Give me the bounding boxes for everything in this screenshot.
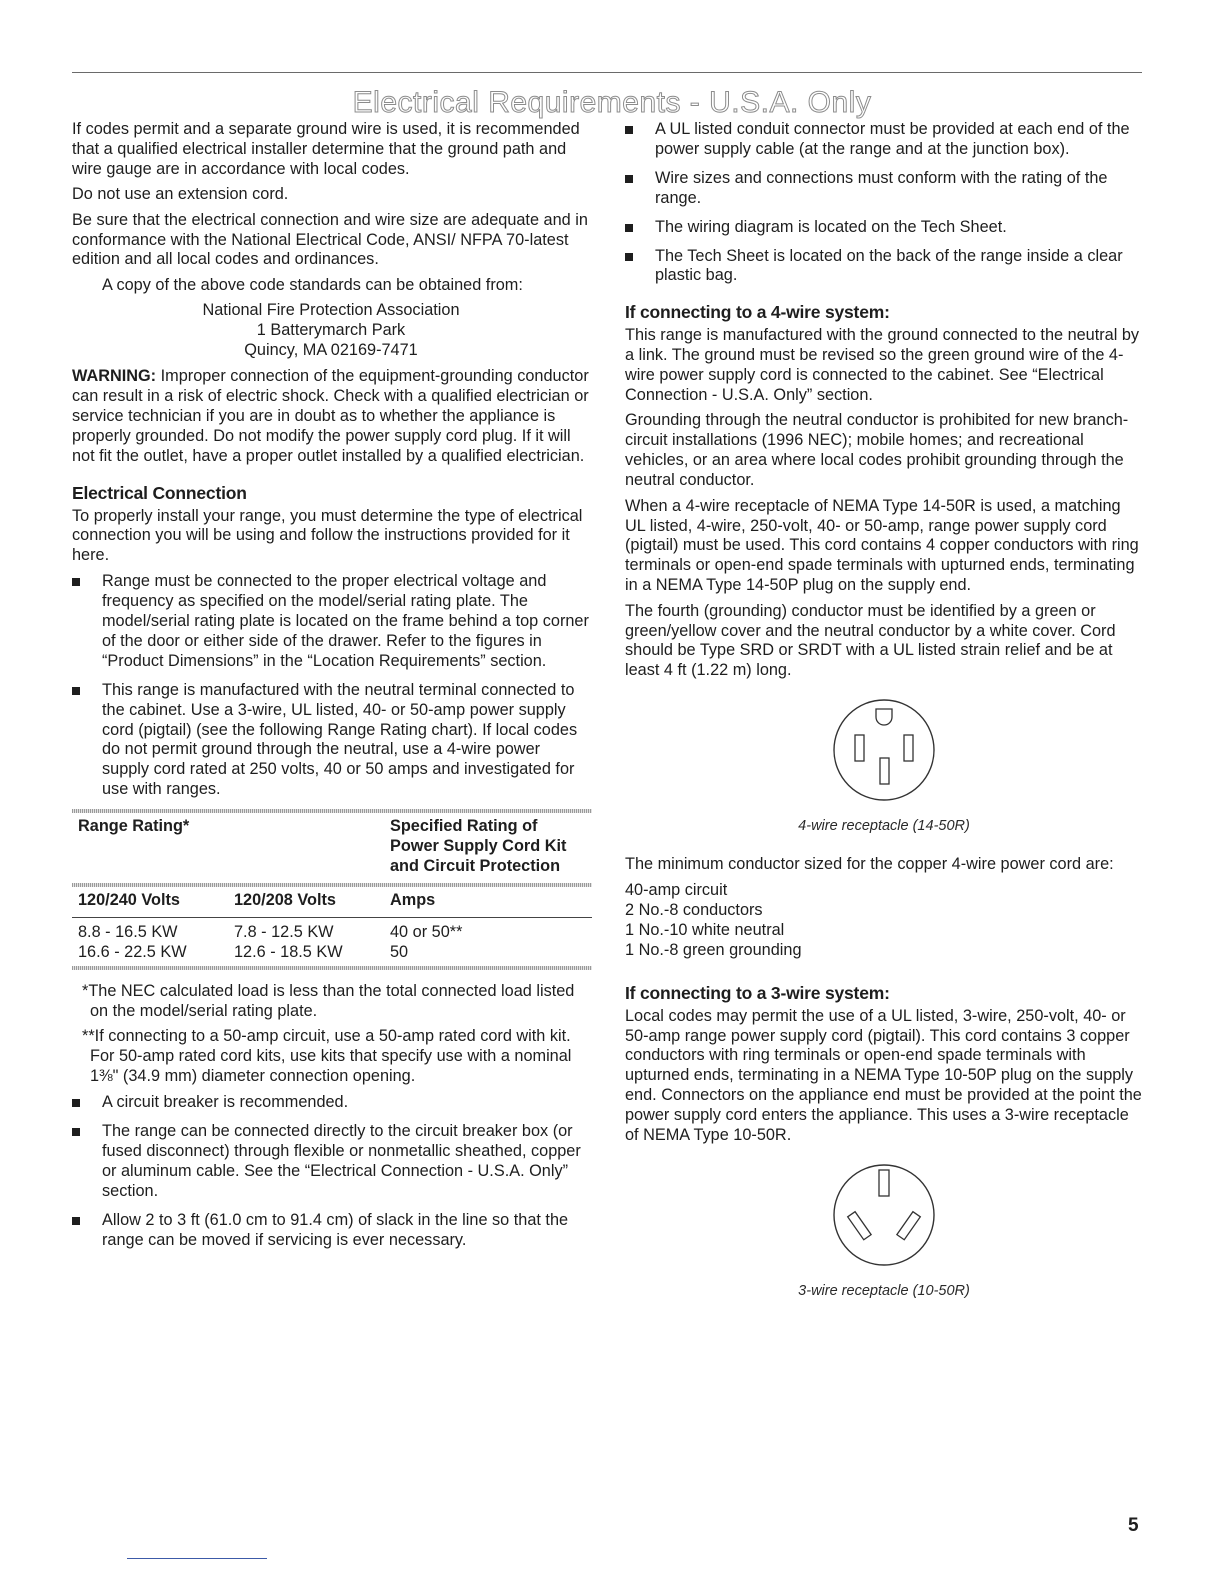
list-item: This range is manufactured with the neutral terminal connected to the cabinet. Use a 3-wire, UL listed, 40- or 50-amp power supply cord (pigtail) (see the following Range Rating chart). If local codes do not permit ground through the neutral, use a 4-wire power supply cord rated at 250 volts, 40 or 50 amps and investigated for use with ranges. [72, 681, 590, 800]
column-head: 120/208 Volts [228, 887, 384, 917]
four-wire-heading: If connecting to a 4-wire system: [625, 302, 890, 323]
table-cell: 8.8 - 16.5 KW [78, 922, 178, 941]
column-head: Amps [384, 887, 592, 917]
list-item: Allow 2 to 3 ft (61.0 cm to 91.4 cm) of slack in the line so that the range can be moved if servicing is ever necessary. [72, 1211, 590, 1251]
table-hatch-divider [72, 966, 592, 970]
paragraph-extension-cord: Do not use an extension cord. [72, 185, 289, 204]
four-wire-paragraph: The fourth (grounding) conductor must be identified by a green or green/yellow cover and the neutral conductor by a white cover. Cord should be Type SRD or SRDT with a UL listed strain relief and be at least 4 ft (1.22 m) long. [625, 601, 1116, 680]
address-line: National Fire Protection Association [202, 301, 460, 320]
four-wire-caption: 4-wire receptacle (14-50R) [798, 818, 970, 835]
table-row [72, 943, 592, 963]
bullet-square-icon [625, 253, 633, 261]
table-column-heads [72, 887, 592, 917]
top-rule [72, 72, 1142, 73]
three-wire-heading: If connecting to a 3-wire system: [625, 982, 890, 1003]
conductor-list [625, 881, 1143, 961]
footnote-nec: *The NEC calculated load is less than the total connected load listed on the model/serial rating plate. [82, 981, 575, 1020]
electrical-connection-intro: To properly install your range, you must determine the type of electrical connection you will be using and follow the instructions provided for it here. [72, 506, 583, 565]
three-wire-paragraph: Local codes may permit the use of a UL listed, 3-wire, 250-volt, 40- or 50-amp range power supply cord (pigtail). This cord contains 3 copper conductors with ring terminals or open-end spade terminals with upturned ends, terminating in a NEMA Type 10-50P plug on the supply end. Connectors on the appliance end must be provided at the point the power supply cord enters the appliance. This uses a 3-wire receptacle of NEMA Type 10-50R. [625, 1006, 1142, 1145]
four-wire-receptacle-figure [625, 695, 1143, 837]
bullet-square-icon [72, 578, 80, 586]
bullet-square-icon [72, 1099, 80, 1107]
address-line: Quincy, MA 02169-7471 [244, 341, 418, 360]
three-wire-caption: 3-wire receptacle (10-50R) [798, 1282, 970, 1299]
table-header-range-rating: Range Rating* [78, 817, 190, 836]
four-wire-paragraph: When a 4-wire receptacle of NEMA Type 14-50R is used, a matching UL listed, 4-wire, 250-volt, 40- or 50-amp, range power supply cord (pigtail) must be used. This cord contains 4 copper conductors with ring terminals or open-end spade terminals with upturned ends, terminating in a NEMA Type 14-50P plug on the supply end. [625, 496, 1139, 595]
warning-label: WARNING: [72, 366, 157, 385]
bullet-square-icon [625, 126, 633, 134]
four-wire-receptacle-icon [829, 695, 939, 805]
right-column [625, 120, 1143, 1302]
table-cell: 12.6 - 18.5 KW [234, 942, 343, 961]
min-conductor-paragraph: The minimum conductor sized for the copper 4-wire power cord are: [625, 855, 1114, 874]
bullet-square-icon [625, 224, 633, 232]
four-wire-paragraph: This range is manufactured with the ground connected to the neutral by a link. The ground must be revised so the green ground wire of the 4-wire power supply cord is connected to the cabinet. See “Electrical Connection - U.S.A. Only” section. [625, 326, 1140, 405]
four-wire-paragraph: Grounding through the neutral conductor is prohibited for new branch-circuit installations (1996 NEC); mobile homes; and recreational vehicles, or an area where local codes prohibit grounding through the neutral conductor. [625, 411, 1129, 490]
list-item: 1 No.-8 green grounding [625, 940, 802, 959]
table-cell: 40 or 50** [390, 922, 463, 941]
address-line: 1 Batterymarch Park [256, 321, 406, 340]
table-cell: 7.8 - 12.5 KW [234, 922, 334, 941]
page-title: Electrical Requirements - U.S.A. Only [352, 86, 872, 119]
three-wire-receptacle-figure [625, 1160, 1143, 1302]
list-item: The wiring diagram is located on the Tech Sheet. [625, 218, 1143, 238]
paragraph-code-copy: A copy of the above code standards can be obtained from: [102, 275, 523, 294]
electrical-connection-heading: Electrical Connection [72, 482, 247, 503]
list-item: Wire sizes and connections must conform with the rating of the range. [625, 169, 1143, 209]
column-head: 120/240 Volts [72, 887, 228, 917]
connection-bullet-list [72, 572, 590, 800]
warning-paragraph [72, 367, 590, 467]
table-header-specified-rating: Specified Rating of Power Supply Cord Kit and Circuit Protection [390, 817, 567, 875]
bullet-square-icon [72, 687, 80, 695]
list-item: 2 No.-8 conductors [625, 900, 763, 919]
bullet-square-icon [72, 1217, 80, 1225]
table-row [72, 917, 592, 942]
page-number: 5 [1128, 1515, 1139, 1536]
list-item: 1 No.-10 white neutral [625, 920, 785, 939]
list-item: A UL listed conduit connector must be provided at each end of the power supply cable (at the range and at the junction box). [625, 120, 1143, 160]
paragraph-ground-wire: If codes permit and a separate ground wire is used, it is recommended that a qualified electrical installer determine that the ground path and wire gauge are in accordance with local codes. [72, 120, 580, 178]
list-item: Range must be connected to the proper electrical voltage and frequency as specified on the model/serial rating plate. The model/serial rating plate is located on the frame behind a top corner of the door or either side of the drawer. Refer to the figures in “Product Dimensions” in the “Location Requirements” section. [72, 572, 590, 672]
breaker-bullet-list [72, 1093, 590, 1250]
list-item: 40-amp circuit [625, 880, 728, 899]
left-column [72, 120, 590, 1260]
conduit-bullet-list [625, 120, 1143, 286]
paragraph-code-conformance: Be sure that the electrical connection and wire size are adequate and in conformance with the National Electrical Code, ANSI/ NFPA 70-latest edition and all local codes and ordinances. [72, 210, 588, 269]
footer-link-rule [127, 1558, 267, 1559]
range-rating-table [72, 809, 592, 969]
bullet-square-icon [72, 1128, 80, 1136]
footnote-50amp: **If connecting to a 50-amp circuit, use a 50-amp rated cord with kit. For 50-amp rated cord kits, use kits that specify use with a nominal 1⅜" (34.9 mm) diameter connection opening. [82, 1027, 572, 1086]
list-item: A circuit breaker is recommended. [72, 1093, 590, 1113]
list-item: The range can be connected directly to the circuit breaker box (or fused disconnect) through flexible or nonmetallic sheathed, copper or aluminum cable. See the “Electrical Connection - U.S.A. Only” section. [72, 1122, 590, 1202]
nfpa-address [72, 301, 590, 361]
table-cell: 16.6 - 22.5 KW [78, 942, 187, 961]
three-wire-receptacle-icon [829, 1160, 939, 1270]
list-item: The Tech Sheet is located on the back of the range inside a clear plastic bag. [625, 247, 1143, 287]
warning-text: Improper connection of the equipment-grounding conductor can result in a risk of electric shock. Check with a qualified electrician or service technician if you are in doubt as to whether the appliance is properly grounded. Do not modify the power supply cord plug. If it will not fit the outlet, have a proper outlet installed by a qualified electrician. [72, 366, 589, 465]
table-header-row [72, 813, 592, 877]
table-cell: 50 [390, 942, 409, 961]
bullet-square-icon [625, 175, 633, 183]
